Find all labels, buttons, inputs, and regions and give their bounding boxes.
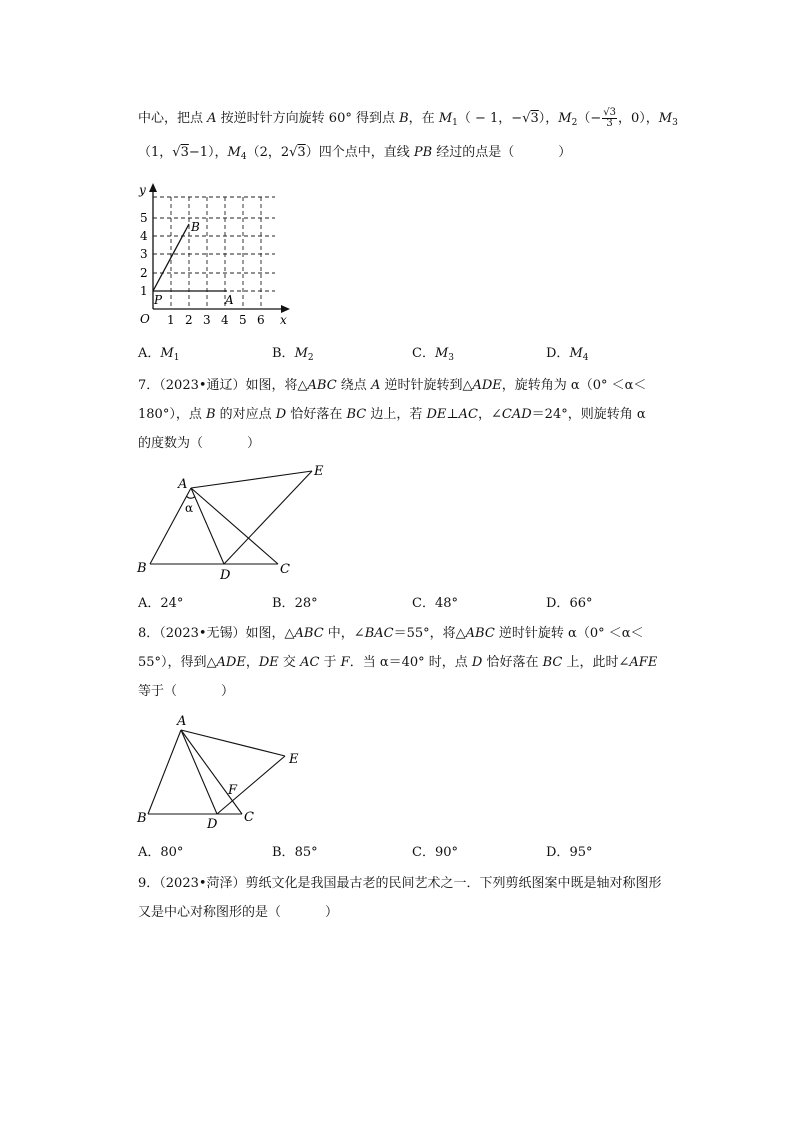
fig-label-a: A — [178, 477, 188, 492]
q8-rotation-figure — [130, 710, 320, 835]
x-tick-labels — [167, 313, 265, 327]
q8-options — [138, 841, 698, 861]
q8-option-c[interactable]: C．90° — [412, 845, 458, 860]
x-axis-arrow — [281, 305, 290, 313]
q7-line-1: 7．（2023•通辽）如图，将△ABC 绕点 A 逆时针旋转到△ADE，旋转角为 α（0° ＜α＜ — [138, 378, 647, 393]
x-tick-1: 1 — [167, 313, 175, 327]
q8-line-2: 55°），得到△ADE，DE 交 AC 于 F．当 α＝40° 时，点 D 恰好落在 BC 上，此时∠AFE — [138, 655, 658, 670]
q9-line-2: 又是中心对称图形的是（ ） — [138, 905, 339, 920]
segment-de — [224, 471, 312, 564]
q6-options — [138, 342, 698, 362]
q7-options — [138, 592, 698, 612]
fig-label-alpha: α — [185, 501, 194, 515]
fig-label-e: E — [314, 464, 324, 479]
q7-rotation-figure — [130, 460, 340, 585]
angle-alpha-arc — [187, 496, 196, 498]
q7-line-3: 的度数为（ ） — [138, 436, 261, 451]
m2-fraction: $\frac{√3}{3}$ — [603, 107, 616, 129]
y-tick-labels — [140, 211, 148, 298]
q6-option-d[interactable]: D．$M_4$ — [546, 346, 589, 363]
q6-option-b[interactable]: B．$M_2$ — [272, 346, 314, 363]
y-tick-1: 1 — [140, 284, 148, 298]
segment-ab — [148, 730, 181, 814]
segment-ad — [191, 488, 224, 564]
q6-option-c[interactable]: C．$M_3$ — [412, 346, 454, 363]
fig-label-f: F — [228, 783, 238, 798]
q7-option-a[interactable]: A．24° — [138, 596, 184, 611]
fig-label-b: B — [137, 561, 147, 576]
x-axis-label: x — [280, 313, 287, 327]
fig-label-c: C — [244, 810, 254, 825]
q6-coordinate-grid-figure — [130, 178, 300, 330]
q8-option-d[interactable]: D．95° — [546, 845, 593, 860]
fig-label-e: E — [289, 752, 299, 767]
y-tick-5: 5 — [140, 211, 148, 225]
fig-label-b: B — [137, 811, 147, 826]
point-p-label: P — [154, 293, 163, 307]
q8-line-1: 8．（2023•无锡）如图，△ABC 中，∠BAC＝55°，将△ABC 逆时针旋转 α（0° ＜α＜ — [138, 626, 644, 641]
x-tick-3: 3 — [203, 313, 211, 327]
x-tick-2: 2 — [185, 313, 193, 327]
x-tick-6: 6 — [257, 313, 265, 327]
point-b-label: B — [191, 220, 200, 234]
origin-label: O — [140, 312, 150, 326]
q9-line-1: 9．（2023•菏泽）剪纸文化是我国最古老的民间艺术之一．下列剪纸图案中既是轴对称图形 — [138, 876, 662, 891]
x-tick-4: 4 — [221, 313, 229, 327]
segment-ae — [191, 471, 312, 488]
y-axis-label: y — [139, 183, 146, 197]
q7-option-b[interactable]: B．28° — [272, 596, 318, 611]
q6-line-1: 中心，把点 A 按逆时针方向旋转 60° 得到点 B，在 $M_1( - 1$，−√3），$M_2(-$ $\frac{√3}{3}$ ，0），$M_3$ — [138, 107, 678, 129]
grid-lines — [153, 197, 275, 309]
fig-label-a: A — [177, 714, 187, 729]
fig-label-d: D — [207, 817, 218, 832]
q6-line-2: （1，√3−1），$M_4(2$，2√3）四个点中，直线 PB 经过的点是（ ） — [138, 145, 572, 162]
y-tick-2: 2 — [140, 266, 148, 280]
q8-option-b[interactable]: B．85° — [272, 845, 318, 860]
q7-option-d[interactable]: D．66° — [546, 596, 593, 611]
fig-label-c: C — [280, 562, 290, 577]
segment-ab — [150, 488, 194, 564]
y-tick-4: 4 — [140, 229, 148, 243]
q7-option-c[interactable]: C．48° — [412, 596, 458, 611]
fig-label-d: D — [220, 568, 231, 583]
q8-line-3: 等于（ ） — [138, 684, 235, 699]
y-axis-arrow — [149, 183, 157, 192]
q7-line-2: 180°），点 B 的对应点 D 恰好落在 BC 边上，若 DE⊥AC，∠CAD＝24°，则旋转角 α — [138, 407, 646, 422]
y-tick-3: 3 — [140, 247, 148, 261]
q8-option-a[interactable]: A．80° — [138, 845, 184, 860]
x-tick-5: 5 — [239, 313, 247, 327]
q6-option-a[interactable]: A．$M_1$ — [138, 346, 180, 363]
point-a-label: A — [225, 293, 234, 307]
